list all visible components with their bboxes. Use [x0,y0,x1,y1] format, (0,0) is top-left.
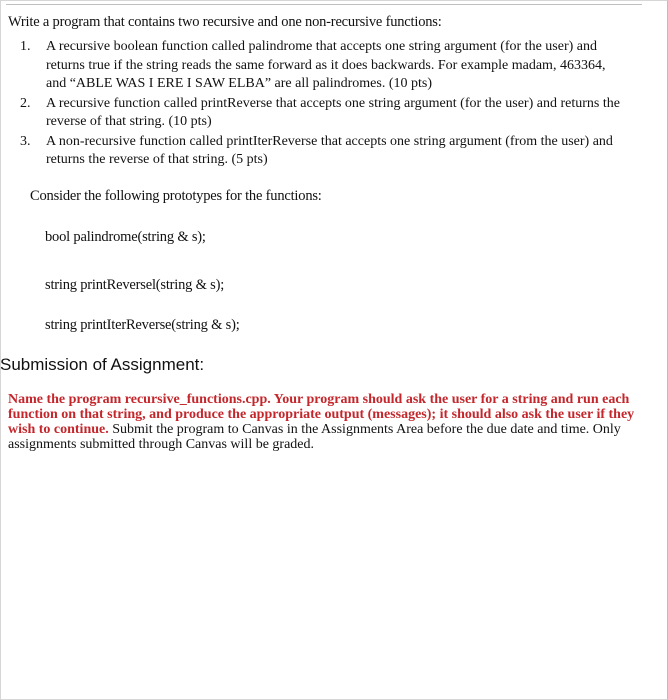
prototype-print-reverse: string printReversel(string & s); [45,277,225,293]
list-item-text: A recursive boolean function called palindrome that accepts one string argument (for the user) and returns true if the string reads the same forward as it does backwards. For example madam, 463364, and “ABLE WAS I ERE I SAW ELBA” are all palindromes. (10 pts) [46,39,606,91]
assignment-heading: Write a program that contains two recursive and one non-recursive functions: [8,14,442,30]
submission-instructions [8,392,638,452]
list-item [20,133,620,170]
list-item-number: 1. [20,39,31,54]
submission-heading: Submission of Assignment: [0,355,205,374]
top-rule [6,4,642,5]
prototype-print-iter-reverse: string printIterReverse(string & s); [45,317,240,333]
list-item [20,38,620,94]
list-item [20,95,620,132]
prototype-palindrome: bool palindrome(string & s); [45,229,206,245]
submission-red-text: Name the program recursive_functions.cpp. Your program should ask the user for a string and run each function on that string, and produce the appropriate output (messages); it should also ask the user if they wish to continue. [8,392,635,437]
list-item-number: 3. [20,133,31,149]
submission-black-text: Submit the program to Canvas in the Assignments Area before the due date and time. Only assignments submitted through Canvas will be graded. [8,422,621,452]
list-item-text: A non-recursive function called printIterReverse that accepts one string argument (from the user) and returns the reverse of that string. (5 pts) [46,133,613,167]
list-item-text: A recursive function called printReverse that accepts one string argument (for the user) and returns the reverse of that string. (10 pts) [46,95,620,129]
list-item-number: 2. [20,95,31,111]
requirements-list [20,38,620,171]
prototypes-intro: Consider the following prototypes for the functions: [30,188,322,204]
